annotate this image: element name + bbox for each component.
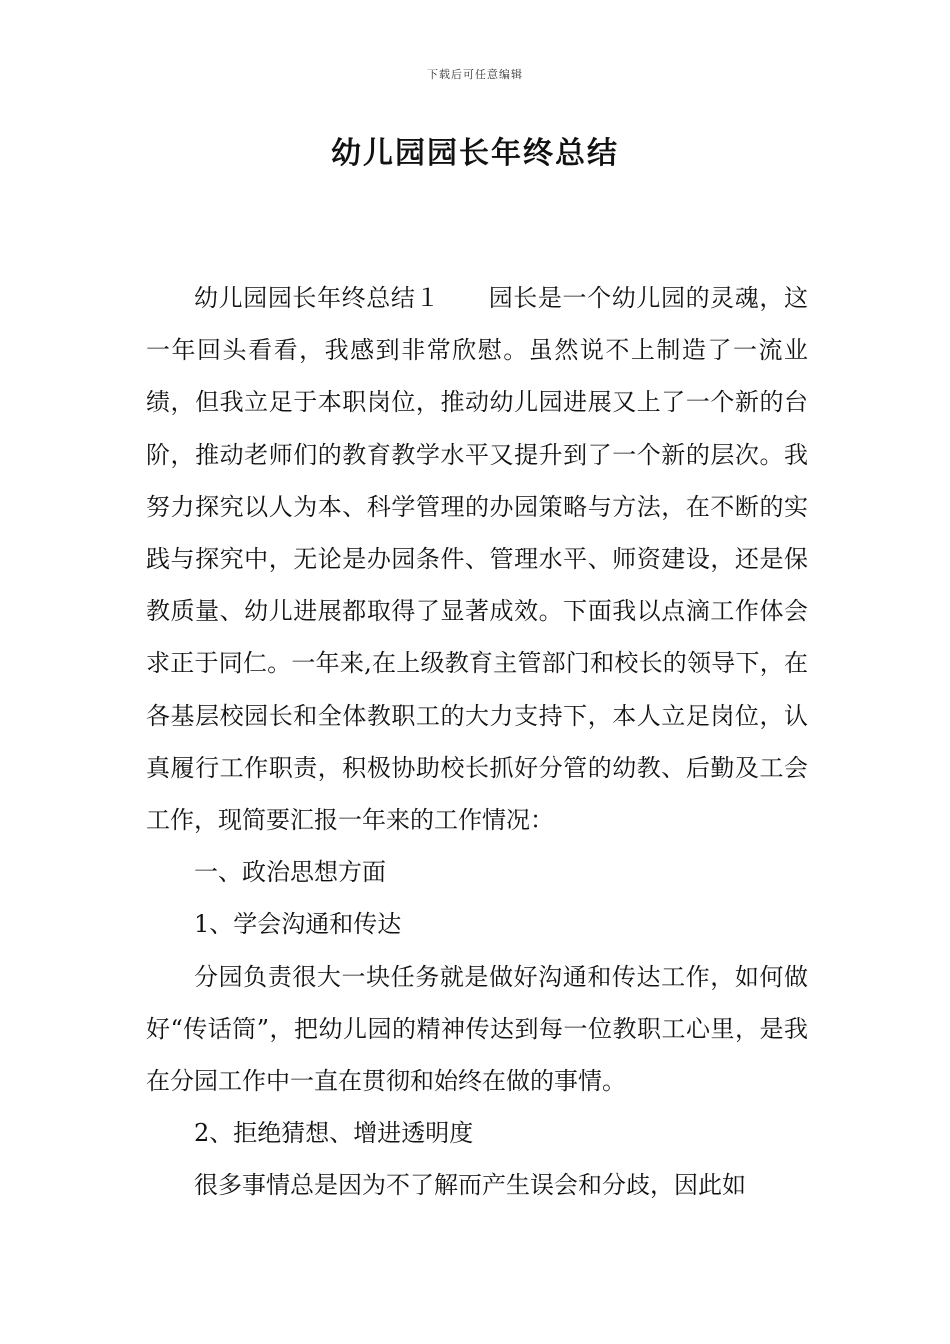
intro-paragraph-text: 园长是一个幼儿园的灵魂，这一年回头看看，我感到非常欣慰。虽然说不上制造了一流业绩，但我立足于本职岗位，推动幼儿园进展又上了一个新的台阶，推动老师们的教育教学水平又提升到了一个新的层次。我努力探究以人为本、科学管理的办园策略与方法，在不断的实践与探究中，无论是办园条件、管理水平、师资建设，还是保教质量、幼儿进展都取得了显著成效。下面我以点滴工作体会求正于同仁。一年来,在上级教育主管部门和校长的领导下，在各基层校园长和全体教职工的大力支持下，本人立足岗位，认真履行工作职责，积极协助校长抓好分管的幼教、后勤及工会工作，现简要汇报一年来的工作情况： [146, 284, 809, 835]
section-heading-politics: 一、政治思想方面 [194, 858, 386, 887]
header-note: 下载后可任意编辑 [427, 68, 523, 81]
paragraph-intro [146, 272, 808, 846]
intro-heading: 幼儿园园长年终总结１ [194, 284, 441, 312]
document-title: 幼儿园园长年终总结 [331, 136, 619, 171]
subheading-communication: 1、学会沟通和传达 [194, 910, 402, 939]
paragraph-communication: 分园负责很大一块任务就是做好沟通和传达工作，如何做好“传话筒”，把幼儿园的精神传达到每一位教职工心里，是我在分园工作中一直在贯彻和始终在做的事情。 [146, 962, 808, 1096]
subheading-transparency: 2、拒绝猜想、增进透明度 [194, 1119, 474, 1148]
document-body [146, 272, 808, 1212]
paragraph-transparency: 很多事情总是因为不了解而产生误会和分歧，因此如 [194, 1171, 746, 1200]
